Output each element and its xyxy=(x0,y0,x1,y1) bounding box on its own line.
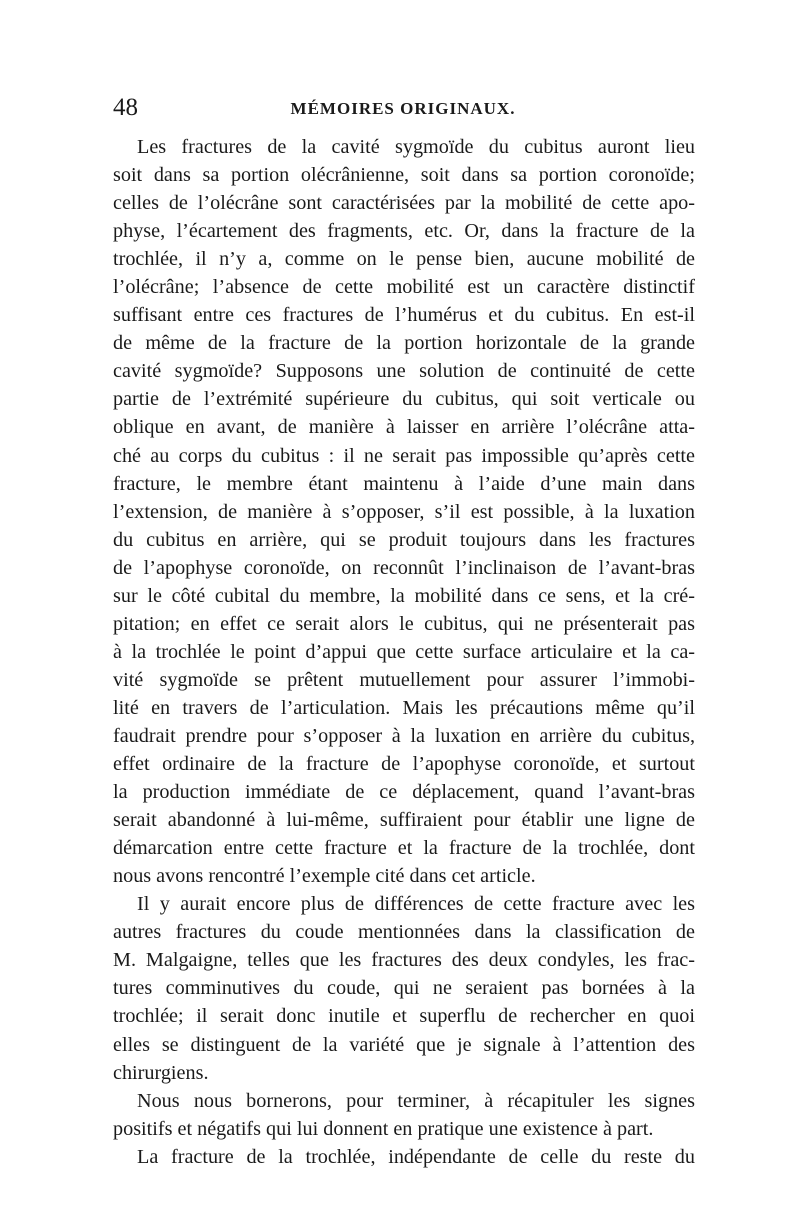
text-line: effet ordinaire de la fracture de l’apophyse coronoïde, et surtout xyxy=(113,753,695,776)
paragraph xyxy=(113,890,695,1086)
text-line: du cubitus en arrière, qui se produit toujours dans les fractures xyxy=(113,528,695,551)
text-line: l’olécrâne; l’absence de cette mobilité est un caractère distinctif xyxy=(113,276,695,299)
paragraph xyxy=(113,133,695,890)
text-line: de l’apophyse coronoïde, on reconnût l’inclinaison de l’avant-bras xyxy=(113,556,695,579)
paragraph xyxy=(113,1087,695,1143)
text-line: sur le côté cubital du membre, la mobilité dans ce sens, et la cré- xyxy=(113,584,695,607)
text-line: autres fractures du coude mentionnées dans la classification de xyxy=(113,921,695,944)
paragraph xyxy=(113,1143,695,1171)
text-line: physe, l’écartement des fragments, etc. Or, dans la fracture de la xyxy=(113,220,695,243)
text-line: pitation; en effet ce serait alors le cubitus, qui ne présenterait pas xyxy=(113,612,695,635)
text-line: positifs et négatifs qui lui donnent en pratique une existence à part. xyxy=(113,1117,654,1140)
running-head: MÉMOIRES ORIGINAUX. xyxy=(290,99,516,118)
text-line: lité en travers de l’articulation. Mais les précautions même qu’il xyxy=(113,696,695,719)
text-line: trochlée; il serait donc inutile et superflu de rechercher en quoi xyxy=(113,1005,695,1028)
text-line: M. Malgaigne, telles que les fractures des deux condyles, les frac- xyxy=(113,949,695,972)
text-line: de même de la fracture de la portion horizontale de la grande xyxy=(113,332,695,355)
text-line: suffisant entre ces fractures de l’humérus et du cubitus. En est-il xyxy=(113,304,695,327)
text-line: la production immédiate de ce déplacement, quand l’avant-bras xyxy=(113,781,695,804)
page-header xyxy=(113,92,693,124)
text-line: trochlée, il n’y a, comme on le pense bien, aucune mobilité de xyxy=(113,248,695,271)
text-line: fracture, le membre étant maintenu à l’aide d’une main dans xyxy=(113,472,695,495)
text-line: elles se distinguent de la variété que je signale à l’attention des xyxy=(113,1033,695,1056)
text-line: nous avons rencontré l’exemple cité dans cet article. xyxy=(113,865,536,888)
text-line: faudrait prendre pour s’opposer à la luxation en arrière du cubitus, xyxy=(113,724,695,747)
text-line: Les fractures de la cavité sygmoïde du cubitus auront lieu xyxy=(137,136,695,158)
text-line: démarcation entre cette fracture et la fracture de la trochlée, dont xyxy=(113,837,695,860)
page-number: 48 xyxy=(113,94,138,121)
body-text xyxy=(113,133,695,1171)
text-line: vité sygmoïde se prêtent mutuellement pour assurer l’immobi- xyxy=(113,668,695,691)
text-line: Nous nous bornerons, pour terminer, à récapituler les signes xyxy=(137,1089,695,1112)
text-line: soit dans sa portion olécrânienne, soit dans sa portion coronoïde; xyxy=(113,164,695,187)
text-line: oblique en avant, de manière à laisser en arrière l’olécrâne atta- xyxy=(113,416,695,439)
text-line: La fracture de la trochlée, indépendante de celle du reste du xyxy=(137,1145,695,1168)
text-line: ché au corps du cubitus : il ne serait pas impossible qu’après cette xyxy=(113,444,695,467)
text-line: chirurgiens. xyxy=(113,1061,209,1084)
text-line: celles de l’olécrâne sont caractérisées par la mobilité de cette apo- xyxy=(113,192,695,215)
text-line: partie de l’extrémité supérieure du cubitus, qui soit verticale ou xyxy=(113,388,695,411)
text-line: Il y aurait encore plus de différences de cette fracture avec les xyxy=(137,893,695,916)
text-line: l’extension, de manière à s’opposer, s’il est possible, à la luxation xyxy=(113,500,695,523)
text-line: serait abandonné à lui-même, suffiraient pour établir une ligne de xyxy=(113,809,695,832)
text-line: tures comminutives du coude, qui ne seraient pas bornées à la xyxy=(113,977,695,1000)
text-line: à la trochlée le point d’appui que cette surface articulaire et la ca- xyxy=(113,640,695,663)
text-line: cavité sygmoïde? Supposons une solution de continuité de cette xyxy=(113,360,695,383)
